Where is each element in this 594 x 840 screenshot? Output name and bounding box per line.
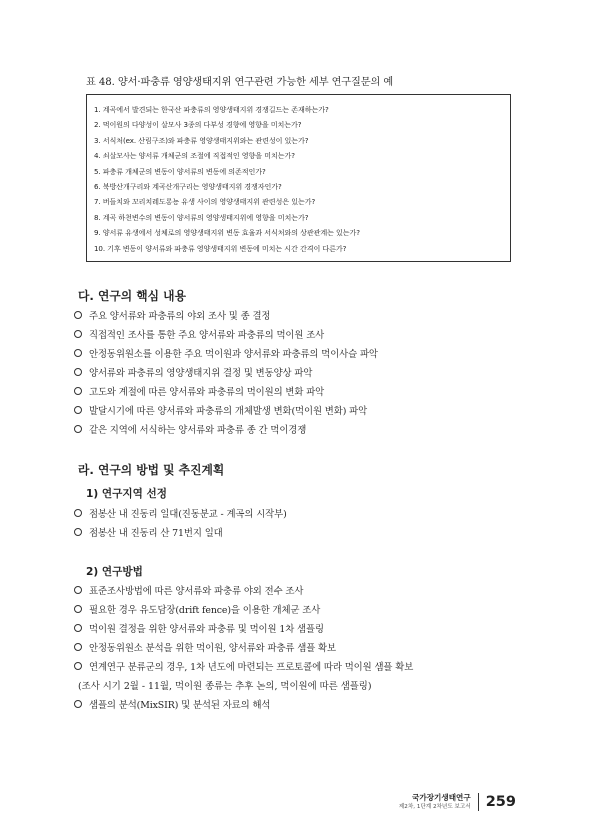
list-item xyxy=(74,694,534,713)
list-item xyxy=(74,522,534,541)
list-item xyxy=(74,656,534,675)
question-item: 7. 버들치와 꼬리치레도롱뇽 유생 사이의 영양생태지위 관련성은 있는가? xyxy=(94,197,316,207)
list-item xyxy=(74,381,534,400)
research-questions-box xyxy=(86,94,511,262)
list-item xyxy=(74,305,534,324)
list-item xyxy=(74,637,534,656)
question-item: 10. 기후 변동이 양서류와 파충류 영양생태지위 변동에 미치는 시간 간격이 다른가? xyxy=(94,243,347,253)
list-item xyxy=(74,580,534,599)
list-item-text: 연계연구 분류군의 경우, 1차 년도에 마련되는 프로토콜에 따라 먹이원 샘플 확보 xyxy=(89,661,414,673)
list-item xyxy=(74,343,534,362)
circle-bullet-icon xyxy=(74,387,82,395)
list-item xyxy=(74,324,534,343)
circle-bullet-icon xyxy=(74,330,82,338)
question-item: 8. 계곡 하천변수의 변동이 양서류의 영양생태지위에 영향을 미치는가? xyxy=(94,212,309,222)
list-item-text: 직접적인 조사를 통한 주요 양서류와 파충류의 먹이원 조사 xyxy=(89,329,325,341)
list-item-text: 먹이원 결정을 위한 양서류와 파충류 및 먹이원 1차 샘플링 xyxy=(89,623,324,635)
footer-report-subtitle: 제2차, 1단계 2차년도 보고서 xyxy=(398,804,471,810)
circle-bullet-icon xyxy=(74,425,82,433)
list-item-text: 고도와 계절에 따른 양서류와 파충류의 먹이원의 변화 파악 xyxy=(89,386,325,398)
question-item: 2. 먹이원의 다양성이 살모사 3종의 다부성 경향에 영향을 미치는가? xyxy=(94,120,302,130)
list-item-text: 주요 양서류와 파충류의 야외 조사 및 종 결정 xyxy=(89,310,271,322)
list-item-text: 점봉산 내 진동리 산 71번지 일대 xyxy=(89,527,223,539)
circle-bullet-icon xyxy=(74,509,82,517)
list-item-text: 양서류와 파충류의 영양생태지위 결정 및 변동양상 파악 xyxy=(89,367,313,379)
list-item xyxy=(74,362,534,381)
circle-bullet-icon xyxy=(74,528,82,536)
page-number: 259 xyxy=(485,794,516,810)
section-title-method: 라. 연구의 방법 및 추진계획 xyxy=(78,463,225,477)
footer-report-info xyxy=(399,793,479,811)
circle-bullet-icon xyxy=(74,624,82,632)
page-footer xyxy=(399,793,516,811)
circle-bullet-icon xyxy=(74,349,82,357)
list-item-text: 안정동위원소를 이용한 주요 먹이원과 양서류와 파충류의 먹이사슬 파악 xyxy=(89,348,378,360)
circle-bullet-icon xyxy=(74,605,82,613)
list-item-text: 발달시기에 따른 양서류와 파충류의 개체발생 변화(먹이원 변화) 파악 xyxy=(89,405,368,417)
list-item-text: 같은 지역에 서식하는 양서류와 파충류 종 간 먹이경쟁 xyxy=(89,424,307,436)
question-item: 9. 양서류 유생에서 성체로의 영양생태지위 변동 효율과 서식처와의 상관관계는 있는가? xyxy=(94,228,360,238)
list-item-continuation: (조사 시기 2월 - 11월, 먹이원 종류는 추후 논의, 먹이원에 따른 샘플링) xyxy=(78,680,372,692)
list-item-text: 표준조사방법에 따른 양서류와 파충류 야외 전수 조사 xyxy=(89,585,304,597)
list-item xyxy=(74,419,534,438)
table-caption: 표 48. 양서·파충류 영양생태지위 연구관련 가능한 세부 연구질문의 예 xyxy=(86,77,394,88)
circle-bullet-icon xyxy=(74,368,82,376)
circle-bullet-icon xyxy=(74,662,82,670)
methods-list xyxy=(74,580,534,713)
circle-bullet-icon xyxy=(74,700,82,708)
question-item: 5. 파충류 개체군의 변동이 양서류의 변동에 의존적인가? xyxy=(94,166,266,176)
footer-org-name: 국가장기생태연구 xyxy=(412,793,471,802)
subsection-title-methods: 2) 연구방법 xyxy=(86,566,143,578)
question-item: 1. 계곡에서 발견되는 한국산 파충류의 영양생태지위 경쟁길드는 존재하는가? xyxy=(94,105,329,114)
list-item xyxy=(74,503,534,522)
section-title-core: 다. 연구의 핵심 내용 xyxy=(78,289,186,303)
circle-bullet-icon xyxy=(74,643,82,651)
subsection-title-region: 1) 연구지역 선정 xyxy=(86,488,167,500)
core-list xyxy=(74,305,534,438)
list-item xyxy=(74,599,534,618)
circle-bullet-icon xyxy=(74,311,82,319)
question-item: 4. 쇠살모사는 양서류 개체군의 조절에 직접적인 영향을 미치는가? xyxy=(94,151,295,161)
list-item-text: 샘플의 분석(MixSIR) 및 분석된 자료의 해석 xyxy=(89,699,271,711)
list-item xyxy=(74,400,534,419)
circle-bullet-icon xyxy=(74,586,82,594)
region-list xyxy=(74,503,534,541)
list-item-text: 안정동위원소 분석을 위한 먹이원, 양서류와 파충류 샘플 확보 xyxy=(89,642,336,654)
question-item: 6. 북방산개구리와 계곡산개구리는 영양생태지위 경쟁자인가? xyxy=(94,182,282,192)
question-item: 3. 서식처(ex. 산림구조)와 파충류 영양생태지위와는 관련성이 있는가? xyxy=(94,135,309,145)
list-item-text: 필요한 경우 유도담장(drift fence)을 이용한 개체군 조사 xyxy=(89,604,321,616)
list-item xyxy=(74,618,534,637)
circle-bullet-icon xyxy=(74,406,82,414)
list-item-text: 점봉산 내 진동리 일대(진동분교 - 계곡의 시작부) xyxy=(89,508,287,520)
